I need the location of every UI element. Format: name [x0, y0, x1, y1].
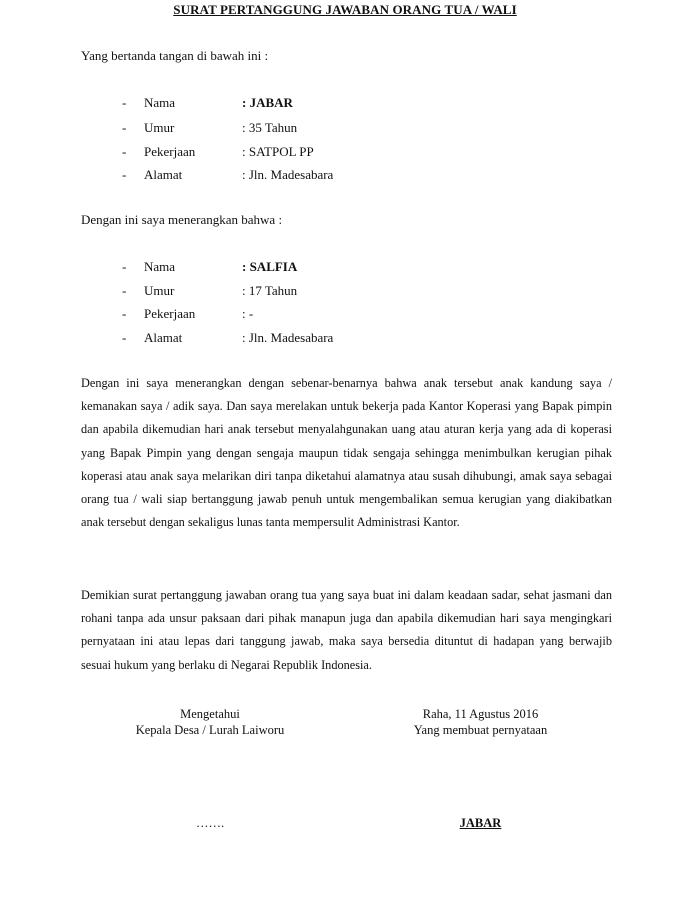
signature-left-name: …….: [195, 816, 225, 830]
signature-right-name: JABAR: [459, 816, 502, 830]
field-label: Alamat: [144, 330, 183, 345]
signature-left-title: Kepala Desa / Lurah Laiworu: [135, 723, 285, 737]
intro-child: Dengan ini saya menerangkan bahwa :: [81, 212, 283, 227]
field-value: : SALFIA: [242, 259, 298, 274]
field-value: : SATPOL PP: [242, 144, 314, 159]
parent-field-address: [0, 167, 690, 185]
list-dash: -: [122, 167, 127, 182]
document-title: SURAT PERTANGGUNG JAWABAN ORANG TUA / WALI: [173, 2, 517, 17]
field-value: : JABAR: [242, 95, 293, 110]
signature-left-caption: Mengetahui: [180, 707, 240, 721]
field-label: Pekerjaan: [144, 144, 196, 159]
list-dash: -: [122, 95, 127, 110]
field-label: Alamat: [144, 167, 183, 182]
field-label: Nama: [144, 259, 176, 274]
signature-place-date: Raha, 11 Agustus 2016: [422, 707, 539, 721]
field-label: Pekerjaan: [144, 306, 196, 321]
signature-right-block: [388, 706, 573, 738]
child-field-name: [0, 259, 690, 277]
child-field-age: [0, 283, 690, 301]
field-value: : Jln. Madesabara: [242, 330, 334, 345]
intro-parent: Yang bertanda tangan di bawah ini :: [81, 48, 269, 63]
parent-field-job: [0, 144, 690, 162]
list-dash: -: [122, 259, 127, 274]
parent-field-name: [0, 95, 690, 113]
parent-field-age: [0, 120, 690, 138]
statement-paragraph: Dengan ini saya menerangkan dengan sebenar-benarnya bahwa anak tersebut anak kandung saya / kemanakan saya / adik saya. Dan saya merelakan untuk bekerja pada Kantor Koperasi yang Bapak pimpin dan apabila dikemudian hari anak tersebut menyalahgunakan uang atau aturan kerja yang ada di koperasi yang Bapak Pimpin yang dengan sengaja maupun tidak sengaja sehingga menimbulkan kerugian pihak koperasi atau anak saya melarikan diri tanpa diketahui alamatnya atau susah dihubungi, amak saya sebagai orang tua / wali siap bertanggung jawab penuh untuk mengembalikan semua kerugian yang diakibatkan anak tersebut dengan sekaligus lunas tanta mempersulit Administrasi Kantor.: [81, 376, 612, 530]
field-value: : -: [242, 306, 254, 321]
field-label: Nama: [144, 95, 176, 110]
list-dash: -: [122, 330, 127, 345]
field-label: Umur: [144, 283, 175, 298]
field-value: : 35 Tahun: [242, 120, 298, 135]
list-dash: -: [122, 283, 127, 298]
list-dash: -: [122, 120, 127, 135]
child-field-job: [0, 306, 690, 324]
field-label: Umur: [144, 120, 175, 135]
field-value: : Jln. Madesabara: [242, 167, 334, 182]
list-dash: -: [122, 306, 127, 321]
signature-left-block: [120, 706, 300, 738]
list-dash: -: [122, 144, 127, 159]
signature-right-title: Yang membuat pernyataan: [413, 723, 548, 737]
field-value: : 17 Tahun: [242, 283, 298, 298]
child-field-address: [0, 330, 690, 348]
closing-paragraph: Demikian surat pertanggung jawaban orang tua yang saya buat ini dalam keadaan sadar, sehat jasmani dan rohani tanpa ada unsur paksaan dari pihak manapun juga dan apabila dikemudian hari saya mengingkari pernyataan ini atau lepas dari tanggung jawab, maka saya bersedia dituntut di hadapan yang berwajib sesuai hukum yang berlaku di Negarai Republik Indonesia.: [81, 588, 612, 672]
